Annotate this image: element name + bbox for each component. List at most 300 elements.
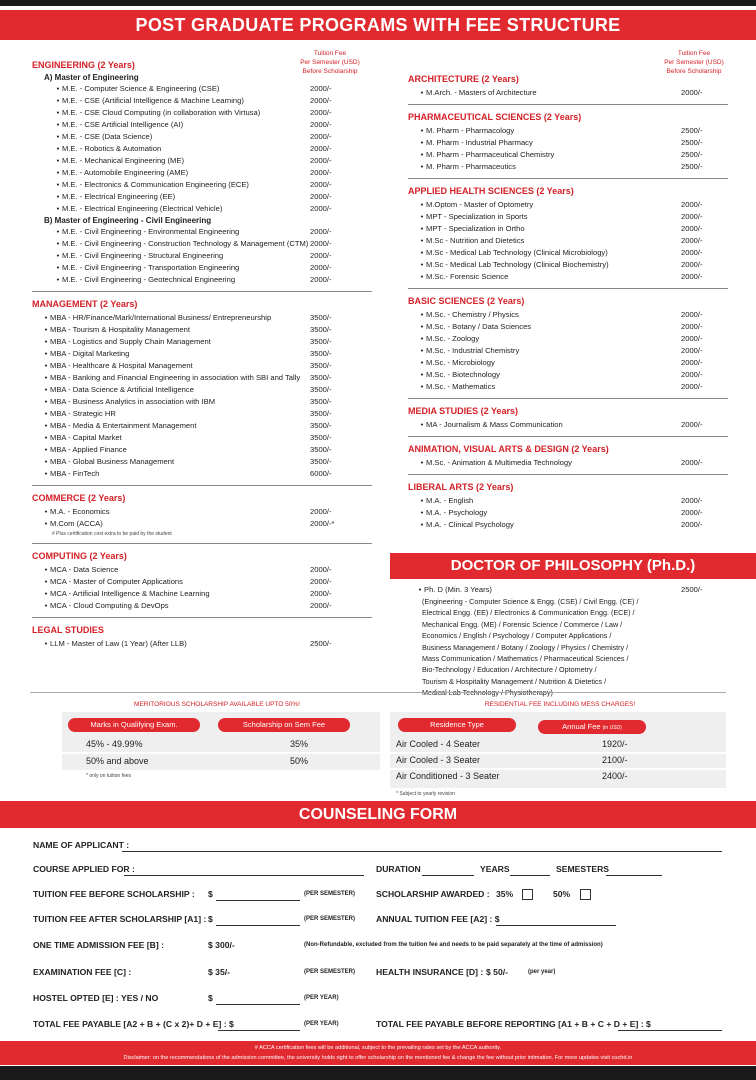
tuition-before-label: TUITION FEE BEFORE SCHOLARSHIP : xyxy=(33,889,195,899)
divider xyxy=(32,291,372,292)
program-fee: 2000/- xyxy=(681,236,703,245)
bullet: • xyxy=(44,349,48,358)
program-fee: 2000/- xyxy=(681,382,703,391)
bullet: • xyxy=(44,445,48,454)
bullet: • xyxy=(44,313,48,322)
management-section xyxy=(32,299,372,480)
program-fee: 3500/- xyxy=(310,349,332,358)
program-name: MPT - Specialization in Ortho xyxy=(426,224,525,233)
divider xyxy=(408,178,728,179)
total-before-reporting-label: TOTAL FEE PAYABLE BEFORE REPORTING [A1 + B + C + D + E] : $ xyxy=(376,1019,651,1029)
program-fee: 2000/- xyxy=(681,370,703,379)
scholarship-header-percent: Scholarship on Sem Fee xyxy=(218,718,350,732)
fee-column-header-right: Tuition Fee Per Semester (USD) Before Scholarship xyxy=(664,50,724,75)
admission-fee-value: $ 300/- xyxy=(208,940,235,950)
program-row xyxy=(42,312,372,324)
program-fee: 2000/- xyxy=(681,508,703,517)
program-row xyxy=(54,250,372,262)
bullet: • xyxy=(44,337,48,346)
engineering-subgroup-title: A) Master of Engineering xyxy=(44,73,139,82)
management-title: MANAGEMENT (2 Years) xyxy=(32,299,138,309)
bullet: • xyxy=(420,334,424,343)
scholarship-note: * only on tuition fees xyxy=(86,773,132,779)
program-name: M. Pharm - Pharmacology xyxy=(426,126,515,135)
bullet: • xyxy=(44,373,48,382)
residence-fee-cell: 2400/- xyxy=(602,771,628,781)
health-title: APPLIED HEALTH SCIENCES (2 Years) xyxy=(408,186,574,196)
scholarship-option-35: 35% xyxy=(496,889,514,899)
bullet: • xyxy=(56,251,60,260)
tuition-before-field[interactable] xyxy=(216,900,300,901)
bullet: • xyxy=(56,132,60,141)
program-name: M.E. - CSE Artificial Intelligence (AI) xyxy=(62,120,184,129)
bullet: • xyxy=(420,358,424,367)
program-fee: 3500/- xyxy=(310,457,332,466)
program-row xyxy=(42,348,372,360)
health-insurance-label: HEALTH INSURANCE [D] : xyxy=(376,967,484,977)
tuition-after-field[interactable] xyxy=(216,925,300,926)
program-fee: 2000/- xyxy=(310,239,332,248)
legal-section xyxy=(32,625,372,650)
program-row xyxy=(54,203,372,215)
program-row xyxy=(418,357,728,369)
program-row xyxy=(418,211,728,223)
program-fee: 2000/- xyxy=(310,84,332,93)
phd-program-name: Ph. D (Min. 3 Years) xyxy=(424,585,492,594)
program-name: M.E. - Electronics & Communication Engineering (ECE) xyxy=(62,180,249,189)
program-row xyxy=(54,119,372,131)
program-row xyxy=(418,161,728,173)
years-label: YEARS xyxy=(480,864,510,874)
program-name: MBA - Media & Entertainment Management xyxy=(50,421,197,430)
program-fee: 2000/- xyxy=(681,260,703,269)
basic-title: BASIC SCIENCES (2 Years) xyxy=(408,296,525,306)
divider xyxy=(408,398,728,399)
program-fee: 2000/- xyxy=(681,248,703,257)
program-name: MBA - Applied Finance xyxy=(50,445,127,454)
program-fee: 2000/- xyxy=(681,346,703,355)
per-year-note: (per year) xyxy=(528,969,556,975)
scholarship-35-checkbox[interactable] xyxy=(522,889,533,900)
bullet: • xyxy=(56,84,60,93)
program-fee: 3500/- xyxy=(310,361,332,370)
health-section xyxy=(408,186,728,283)
right-program-column xyxy=(408,74,728,531)
program-fee: 2000/- xyxy=(681,358,703,367)
program-name: M.E. - Civil Engineering - Geotechnical Engineering xyxy=(62,275,236,284)
program-name: M.E. - Automobile Engineering (AME) xyxy=(62,168,189,177)
residence-type-cell: Air Cooled - 3 Seater xyxy=(396,755,481,765)
program-row xyxy=(54,238,372,250)
program-fee: 2000/- xyxy=(681,334,703,343)
dollar-sign: $ xyxy=(208,914,213,924)
bullet: • xyxy=(56,180,60,189)
program-name: MBA - Digital Marketing xyxy=(50,349,130,358)
program-fee: 2000/- xyxy=(310,108,332,117)
bullet: • xyxy=(420,162,424,171)
scholarship-marks-cell: 50% and above xyxy=(86,756,149,766)
bullet: • xyxy=(420,382,424,391)
program-row xyxy=(418,87,728,99)
per-semester-note: (PER SEMESTER) xyxy=(304,916,356,922)
program-row xyxy=(42,432,372,444)
program-row xyxy=(418,125,728,137)
divider xyxy=(32,543,372,544)
exam-fee-label: EXAMINATION FEE [C] : xyxy=(33,967,132,977)
program-name: MBA - Banking and Financial Engineering in association with SBI and Tally xyxy=(50,373,301,382)
left-program-column xyxy=(32,60,372,650)
program-row xyxy=(42,444,372,456)
program-fee: 2000/- xyxy=(310,601,332,610)
program-name: MCA - Data Science xyxy=(50,565,119,574)
program-row xyxy=(54,226,372,238)
program-fee: 2500/- xyxy=(681,150,703,159)
program-row xyxy=(42,420,372,432)
duration-label: DURATION xyxy=(376,864,421,874)
program-fee: 2000/- xyxy=(681,224,703,233)
bullet: • xyxy=(44,519,48,528)
liberal-section xyxy=(408,482,728,531)
program-row xyxy=(54,155,372,167)
residential-header-fee: Annual Fee (in USD) xyxy=(538,720,646,734)
bullet: • xyxy=(44,639,48,648)
program-fee: 2000/- xyxy=(681,496,703,505)
program-name: M.Sc - Nutrition and Dietetics xyxy=(426,236,525,245)
bullet: • xyxy=(56,168,60,177)
bullet: • xyxy=(44,565,48,574)
program-name: M.Sc - Medical Lab Technology (Clinical Microbiology) xyxy=(426,248,608,257)
divider xyxy=(408,436,728,437)
scholarship-percent-cell: 35% xyxy=(290,739,309,749)
engineering-title: ENGINEERING (2 Years) xyxy=(32,60,135,70)
bullet: • xyxy=(44,601,48,610)
program-name: M.Sc. - Mathematics xyxy=(426,382,496,391)
bullet: • xyxy=(420,126,424,135)
program-row xyxy=(42,600,372,612)
scholarship-awarded-label: SCHOLARSHIP AWARDED : xyxy=(376,889,490,899)
bullet: • xyxy=(420,310,424,319)
program-fee: 2000/- xyxy=(310,96,332,105)
program-name: M.Sc. - Botany / Data Sciences xyxy=(426,322,532,331)
divider xyxy=(408,474,728,475)
architecture-section xyxy=(408,74,728,99)
program-row xyxy=(54,179,372,191)
dollar-sign: $ xyxy=(208,993,213,1003)
footer-acca-note: # ACCA certification fees will be additional, subject to the prevailing rates set by the ACCA authority. xyxy=(254,1045,502,1051)
program-row xyxy=(418,419,728,431)
program-fee: 2000/- xyxy=(310,275,332,284)
program-row xyxy=(42,360,372,372)
bullet: • xyxy=(44,409,48,418)
program-name: M.Sc. - Biotechnology xyxy=(426,370,500,379)
program-name: M.Com (ACCA) xyxy=(50,519,103,528)
bullet: • xyxy=(56,156,60,165)
footer xyxy=(0,1041,756,1065)
program-row xyxy=(418,235,728,247)
program-fee: 2000/- xyxy=(681,212,703,221)
program-fee: 2000/- xyxy=(310,180,332,189)
scholarship-header-marks: Marks in Qualifying Exam. xyxy=(68,718,200,732)
residence-type-cell: Air Conditioned - 3 Seater xyxy=(396,771,500,781)
program-fee: 2000/- xyxy=(310,156,332,165)
program-name: M.Arch. - Masters of Architecture xyxy=(426,88,537,97)
program-fee: 3500/- xyxy=(310,433,332,442)
program-row xyxy=(54,131,372,143)
bullet: • xyxy=(420,272,424,281)
dollar-sign: $ xyxy=(208,889,213,899)
per-year-note: (PER YEAR) xyxy=(304,995,339,1001)
program-fee: 2000/- xyxy=(681,88,703,97)
commerce-note: # Plus certification cost extra to be paid by the student xyxy=(52,531,172,537)
program-fee: 2000/- xyxy=(310,251,332,260)
duration-years-field[interactable] xyxy=(422,875,474,876)
bullet: • xyxy=(44,589,48,598)
architecture-title: ARCHITECTURE (2 Years) xyxy=(408,74,519,84)
program-row xyxy=(418,321,728,333)
per-semester-note: (PER SEMESTER) xyxy=(304,969,356,975)
duration-semesters-field[interactable] xyxy=(510,875,550,876)
program-row xyxy=(418,369,728,381)
program-name: M.A. - Clinical Psychology xyxy=(426,520,514,529)
program-row xyxy=(42,638,372,650)
residential-note: * Subject to yearly revision xyxy=(396,791,455,797)
divider xyxy=(408,288,728,289)
program-name: M.Sc.- Forensic Science xyxy=(426,272,509,281)
program-fee: 2000/- xyxy=(310,565,332,574)
phd-section: • Ph. D (Min. 3 Years) 2500/- (Engineering - Computer Science & Engg. (CSE) / Civil Engg. (CE) / Electrical Engg. (EE) / Electronics & Communication Engg. (ECE) / Mechanical Engg. (ME) / Forensic Science / Commerce / Law / Economics / English / Psychology / Computer Applications / Business Management / Botany / Zoology / Physics / Chemistry / Mass Communication / Mathematics / Pharmaceutical Sciences / Bio-Technology / Education / Architecture / Optometry / Tourism & Hospitality Management / Nutrition & Dietetics / xyxy=(416,584,716,699)
program-name: MBA - HR/Finance/Mark/International Business/ Entrepreneurship xyxy=(50,313,272,322)
computing-section xyxy=(32,551,372,612)
program-name: M.E. - CSE (Data Science) xyxy=(62,132,153,141)
bullet: • xyxy=(44,577,48,586)
bullet: • xyxy=(56,227,60,236)
program-fee: 6000/- xyxy=(310,469,332,478)
phd-disciplines: (Engineering - Computer Science & Engg. (CSE) / Civil Engg. (CE) / Electrical Engg. (EE) / Electronics & Communication Engg. (ECE) / Mechanical Engg. (ME) / Forensic Science / Commerce / Law / Economics / English / Psychology / Computer Applications / Business Management / Botany / Zoology / Physics / Chemistry / Mass Communication / Mathematics / Pharmaceutical Sciences / Bio-Technology / Education / Architecture / Optometry / Tourism & Hospitality Management / Nutrition & Dietetics / xyxy=(422,597,639,686)
bullet: • xyxy=(56,275,60,284)
program-fee: 3500/- xyxy=(310,445,332,454)
program-row xyxy=(42,396,372,408)
hostel-fee-field[interactable] xyxy=(216,1004,300,1005)
footer-disclaimer: Disclaimer: on the recommendations of the admission committee, the university holds right to offer scholarship on the mentioned fee & change the fee without prior intimation. For more updates visit cuchd.in xyxy=(123,1055,633,1061)
scholarship-option-50: 50% xyxy=(553,889,571,899)
per-year-note: (PER YEAR) xyxy=(304,1021,339,1027)
program-fee: 2000/- xyxy=(310,204,332,213)
program-row xyxy=(42,324,372,336)
hostel-label: HOSTEL OPTED [E] : YES / NO xyxy=(33,993,159,1003)
program-fee: 2000/- xyxy=(310,192,332,201)
scholarship-percent-cell: 50% xyxy=(290,756,309,766)
program-fee: 3500/- xyxy=(310,337,332,346)
bullet: • xyxy=(44,385,48,394)
program-name: MPT - Specialization in Sports xyxy=(426,212,528,221)
program-name: MBA - Healthcare & Hospital Management xyxy=(50,361,193,370)
residential-title: RESIDENTIAL FEE INCLUDING MESS CHARGES! xyxy=(484,701,636,708)
program-row xyxy=(54,143,372,155)
program-name: M.Optom - Master of Optometry xyxy=(426,200,534,209)
per-semester-note: (PER SEMESTER) xyxy=(304,891,356,897)
program-name: LLM - Master of Law (1 Year) (After LLB) xyxy=(50,639,187,648)
program-name: MBA - Tourism & Hospitality Management xyxy=(50,325,190,334)
program-name: M. Pharm - Pharmaceutical Chemistry xyxy=(426,150,555,159)
program-name: MBA - Logistics and Supply Chain Management xyxy=(50,337,211,346)
program-name: M.Sc - Medical Lab Technology (Clinical Biochemistry) xyxy=(426,260,609,269)
program-row xyxy=(54,107,372,119)
page-title: POST GRADUATE PROGRAMS WITH FEE STRUCTURE xyxy=(0,10,756,40)
program-row xyxy=(418,259,728,271)
program-fee: 2000/- xyxy=(310,263,332,272)
course-field[interactable] xyxy=(124,875,364,876)
program-row xyxy=(54,83,372,95)
bullet: • xyxy=(56,204,60,213)
program-name: M.A. - English xyxy=(426,496,474,505)
program-row xyxy=(54,95,372,107)
program-row xyxy=(42,408,372,420)
residence-fee-cell: 1920/- xyxy=(602,739,628,749)
commerce-title: COMMERCE (2 Years) xyxy=(32,493,126,503)
total-fee-label: TOTAL FEE PAYABLE [A2 + B + (C x 2)+ D + E] : $ xyxy=(33,1019,234,1029)
engineering-subgroup-title: B) Master of Engineering - Civil Engineering xyxy=(44,216,212,225)
divider xyxy=(30,692,726,693)
top-edge-bar xyxy=(0,0,756,6)
program-name: MBA - Business Analytics in association with IBM xyxy=(50,397,216,406)
bullet: • xyxy=(420,520,424,529)
program-fee: 2000/- xyxy=(310,227,332,236)
annual-tuition-label: ANNUAL TUITION FEE [A2] : $ xyxy=(376,914,500,924)
program-fee: 2500/- xyxy=(681,138,703,147)
bullet: • xyxy=(420,200,424,209)
tuition-after-label: TUITION FEE AFTER SCHOLARSHIP [A1] : xyxy=(33,914,207,924)
exam-fee-value: $ 35/- xyxy=(208,967,230,977)
scholarship-marks-cell: 45% - 49.99% xyxy=(86,739,143,749)
program-row xyxy=(418,137,728,149)
bullet: • xyxy=(44,421,48,430)
program-fee: 2000/- xyxy=(681,458,703,467)
program-row xyxy=(418,457,728,469)
program-fee: 3500/- xyxy=(310,421,332,430)
program-fee: 3500/- xyxy=(310,409,332,418)
total-fee-field[interactable] xyxy=(218,1030,300,1031)
program-fee: 2000/- xyxy=(310,168,332,177)
bottom-edge-bar xyxy=(0,1066,756,1080)
program-name: M. Pharm - Industrial Pharmacy xyxy=(426,138,533,147)
program-fee: 2500/- xyxy=(681,126,703,135)
divider xyxy=(32,617,372,618)
program-row xyxy=(418,333,728,345)
divider xyxy=(408,104,728,105)
bullet: • xyxy=(420,370,424,379)
bullet: • xyxy=(56,96,60,105)
bullet: • xyxy=(44,469,48,478)
program-name: M.E. - CSE (Artificial Intelligence & Machine Learning) xyxy=(62,96,244,105)
admission-fee-label: ONE TIME ADMISSION FEE [B] : xyxy=(33,940,164,950)
program-fee: 2000/- xyxy=(310,132,332,141)
program-fee: 2000/- xyxy=(310,507,332,516)
fee-column-header-left: Tuition Fee Per Semester (USD) Before Scholarship xyxy=(300,50,360,75)
program-name: MBA - Capital Market xyxy=(50,433,122,442)
program-fee: 2000/- xyxy=(681,200,703,209)
program-row xyxy=(418,345,728,357)
program-name: MCA - Cloud Computing & DevOps xyxy=(50,601,169,610)
program-name: M.E. - CSE Cloud Computing (in collaboration with Virtusa) xyxy=(62,108,261,117)
bullet: • xyxy=(420,496,424,505)
program-fee: 2000/- xyxy=(310,120,332,129)
program-name: M.E. - Electrical Engineering (Electrical Vehicle) xyxy=(62,204,223,213)
program-fee: 2000/- xyxy=(681,310,703,319)
bullet: • xyxy=(56,263,60,272)
program-name: M.E. - Mechanical Engineering (ME) xyxy=(62,156,184,165)
bullet: • xyxy=(420,248,424,257)
program-row xyxy=(418,149,728,161)
program-name: MBA - FinTech xyxy=(50,469,100,478)
computing-title: COMPUTING (2 Years) xyxy=(32,551,127,561)
program-name: M.Sc. - Animation & Multimedia Technology xyxy=(426,458,572,467)
semesters-field[interactable] xyxy=(606,875,662,876)
scholarship-50-checkbox[interactable] xyxy=(580,889,591,900)
program-row xyxy=(42,518,372,530)
bullet: • xyxy=(44,397,48,406)
program-row xyxy=(42,576,372,588)
program-fee: 3500/- xyxy=(310,385,332,394)
pharma-section xyxy=(408,112,728,173)
bullet: • xyxy=(420,138,424,147)
program-fee: 2000/- xyxy=(681,322,703,331)
bullet: • xyxy=(420,322,424,331)
phd-fee: 2500/- xyxy=(681,585,703,594)
residence-fee-cell: 2100/- xyxy=(602,755,628,765)
program-row xyxy=(418,271,728,283)
bullet: • xyxy=(420,508,424,517)
program-row xyxy=(418,247,728,259)
bullet: • xyxy=(44,433,48,442)
bullet: • xyxy=(56,239,60,248)
admission-fee-note: (Non-Refundable, excluded from the tuition fee and needs to be paid separately at the time of admission) xyxy=(304,942,603,948)
bullet: • xyxy=(56,144,60,153)
bullet: • xyxy=(420,88,424,97)
pharma-title: PHARMACEUTICAL SCIENCES (2 Years) xyxy=(408,112,582,122)
name-label: NAME OF APPLICANT : xyxy=(33,840,130,850)
program-row xyxy=(418,507,728,519)
program-row xyxy=(418,309,728,321)
program-row xyxy=(418,199,728,211)
program-name: M.E. - Civil Engineering - Environmental Engineering xyxy=(62,227,240,236)
bullet: • xyxy=(56,120,60,129)
annual-tuition-field[interactable] xyxy=(496,925,616,926)
legal-title: LEGAL STUDIES xyxy=(32,625,104,635)
name-field[interactable] xyxy=(122,851,722,852)
bullet: • xyxy=(420,346,424,355)
media-title: MEDIA STUDIES (2 Years) xyxy=(408,406,519,416)
program-name: MBA - Strategic HR xyxy=(50,409,116,418)
program-name: M.A. - Psychology xyxy=(426,508,488,517)
program-row xyxy=(42,384,372,396)
program-fee: 2000/-* xyxy=(310,519,335,528)
program-name: MCA - Master of Computer Applications xyxy=(50,577,183,586)
program-name: M.A. - Economics xyxy=(50,507,110,516)
program-name: M.E. - Robotics & Automation xyxy=(62,144,162,153)
program-row xyxy=(42,506,372,518)
bullet: • xyxy=(420,212,424,221)
liberal-title: LIBERAL ARTS (2 Years) xyxy=(408,482,514,492)
residential-header-type: Residence Type xyxy=(398,718,516,732)
course-label: COURSE APPLIED FOR : xyxy=(33,864,135,874)
program-name: M.E. - Computer Science & Engineering (CSE) xyxy=(62,84,220,93)
commerce-section xyxy=(32,493,372,538)
bullet: • xyxy=(44,325,48,334)
total-before-reporting-field[interactable] xyxy=(618,1030,722,1031)
program-row xyxy=(42,372,372,384)
bullet: • xyxy=(420,420,424,429)
program-row xyxy=(42,336,372,348)
